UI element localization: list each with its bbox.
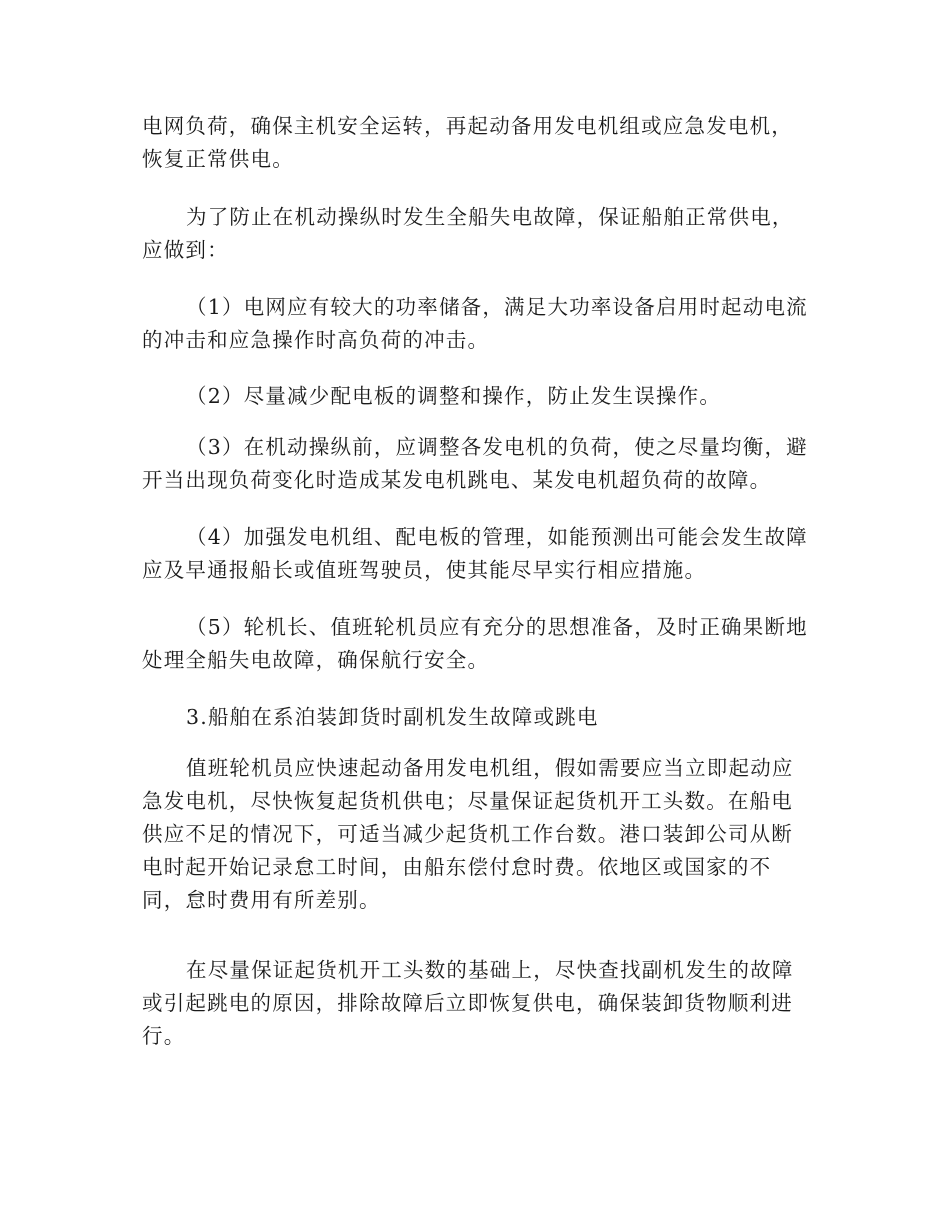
text-line: 或引起跳电的原因，排除故障后立即恢复供电，确保装卸货物顺利进 bbox=[142, 991, 793, 1015]
list-item-3 bbox=[142, 431, 810, 497]
list-item-1 bbox=[142, 291, 810, 357]
text-line: 值班轮机员应快速起动备用发电机组，假如需要应当立即起动应 bbox=[186, 756, 794, 780]
text-line: 电网负荷，确保主机安全运转，再起动备用发电机组或应急发电机， bbox=[142, 114, 793, 138]
text-line: 恢复正常供电。 bbox=[142, 147, 294, 171]
text-line: 电时起开始记录怠工时间，由船东偿付怠时费。依地区或国家的不 bbox=[142, 855, 772, 879]
text-line: （3）在机动操纵前，应调整各发电机的负荷，使之尽量均衡，避 bbox=[186, 435, 808, 459]
text-line: 行。 bbox=[142, 1024, 186, 1048]
paragraph-fault-finding bbox=[142, 954, 810, 1053]
list-item-2 bbox=[142, 380, 810, 413]
text-line: （5）轮机长、值班轮机员应有充分的思想准备，及时正确果断地 bbox=[186, 615, 808, 639]
text-line: 急发电机，尽快恢复起货机供电；尽量保证起货机开工头数。在船电 bbox=[142, 789, 793, 813]
text-line: 处理全船失电故障，确保航行安全。 bbox=[142, 648, 490, 672]
text-line: （2）尽量减少配电板的调整和操作，防止发生误操作。 bbox=[186, 384, 722, 408]
text-line: 开当出现负荷变化时造成某发电机跳电、某发电机超负荷的故障。 bbox=[142, 468, 772, 492]
text-line: 在尽量保证起货机开工头数的基础上，尽快查找副机发生的故障 bbox=[186, 958, 794, 982]
text-line: 同，怠时费用有所差别。 bbox=[142, 888, 381, 912]
list-item-5 bbox=[142, 611, 810, 677]
text-line: 应及早通报船长或值班驾驶员，使其能尽早实行相应措施。 bbox=[142, 558, 707, 582]
text-line: 为了防止在机动操纵时发生全船失电故障，保证船舶正常供电， bbox=[186, 205, 794, 229]
text-line: 的冲击和应急操作时高负荷的冲击。 bbox=[142, 328, 490, 352]
text-line: 应做到： bbox=[142, 238, 229, 262]
text-line: 3.船舶在系泊装卸货时副机发生故障或跳电 bbox=[186, 705, 599, 729]
text-line: （4）加强发电机组、配电板的管理，如能预测出可能会发生故障 bbox=[186, 525, 808, 549]
list-item-4 bbox=[142, 521, 810, 587]
paragraph-duty-engineer-action bbox=[142, 752, 810, 917]
section-heading-3 bbox=[142, 701, 810, 734]
text-line: （1）电网应有较大的功率储备，满足大功率设备启用时起动电流 bbox=[186, 295, 808, 319]
text-line: 供应不足的情况下，可适当减少起货机工作台数。港口装卸公司从断 bbox=[142, 822, 793, 846]
paragraph-prevent-blackout-intro bbox=[142, 201, 810, 267]
paragraph-continued-grid-load bbox=[142, 110, 810, 176]
